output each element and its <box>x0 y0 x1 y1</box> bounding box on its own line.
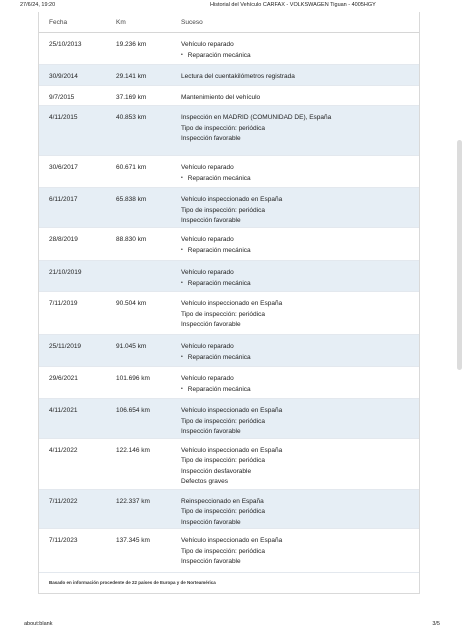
event-line: Vehículo inspeccionado en España <box>181 446 283 454</box>
cell-fecha: 7/11/2019 <box>39 292 106 335</box>
cell-fecha: 7/11/2023 <box>39 529 106 573</box>
table-row <box>39 33 419 65</box>
table-row <box>39 188 419 228</box>
cell-km: 122.337 km <box>106 489 171 529</box>
table-row <box>39 438 419 489</box>
header-km: Km <box>106 12 171 33</box>
event-line: Vehículo inspeccionado en España <box>181 196 283 203</box>
print-title: Historial del Vehículo CARFAX - VOLKSWAGEN Tiguan - 4005HGY <box>210 2 376 8</box>
cell-fecha: 30/6/2017 <box>39 156 106 188</box>
cell-suceso <box>171 335 419 367</box>
table-header-row <box>39 12 419 33</box>
table-row <box>39 292 419 335</box>
cell-km: 65.838 km <box>106 188 171 228</box>
table-row <box>39 367 419 399</box>
cell-km: 19.236 km <box>106 33 171 65</box>
event-line: Lectura del cuentakilómetros registrada <box>181 73 295 80</box>
table-row <box>39 86 419 106</box>
cell-suceso <box>171 188 419 228</box>
event-line: Inspección favorable <box>181 558 241 565</box>
event-line: Vehículo inspeccionado en España <box>181 407 283 414</box>
event-line: Inspección favorable <box>181 428 241 435</box>
cell-suceso <box>171 65 419 86</box>
cell-suceso <box>171 261 419 292</box>
cell-fecha: 28/8/2019 <box>39 228 106 261</box>
cell-km: 40.853 km <box>106 106 171 156</box>
cell-km: 91.045 km <box>106 335 171 367</box>
print-datetime: 27/6/24, 19:20 <box>20 2 56 8</box>
cell-fecha: 4/11/2015 <box>39 106 106 156</box>
print-header <box>20 2 444 12</box>
cell-suceso <box>171 529 419 573</box>
event-line: Reinspeccionado en España <box>181 497 264 505</box>
cell-suceso <box>171 367 419 399</box>
cell-fecha: 21/10/2019 <box>39 261 106 292</box>
table-row <box>39 399 419 439</box>
cell-suceso <box>171 106 419 156</box>
table-row <box>39 106 419 156</box>
event-line: Vehículo reparado <box>181 343 234 350</box>
event-detail-bullet: • Reparación mecánica <box>181 246 419 257</box>
cell-suceso <box>171 399 419 439</box>
event-line: Inspección favorable <box>181 321 241 328</box>
cell-km: 60.671 km <box>106 156 171 188</box>
history-table <box>39 12 419 573</box>
table-row <box>39 228 419 261</box>
table-row <box>39 261 419 292</box>
header-fecha: Fecha <box>39 12 106 33</box>
cell-km: 88.830 km <box>106 228 171 261</box>
event-line: Inspección desfavorable <box>181 467 252 475</box>
cell-fecha: 29/6/2021 <box>39 367 106 399</box>
header-suceso: Suceso <box>171 12 419 33</box>
history-document <box>38 12 420 594</box>
cell-suceso <box>171 156 419 188</box>
cell-suceso <box>171 86 419 106</box>
scrollbar-thumb[interactable] <box>457 140 462 370</box>
cell-km: 122.146 km <box>106 438 171 489</box>
event-line: Inspección favorable <box>181 135 241 142</box>
page-number: 3/5 <box>432 621 440 627</box>
event-line: Vehículo reparado <box>181 375 234 382</box>
cell-suceso <box>171 292 419 335</box>
cell-km: 37.169 km <box>106 86 171 106</box>
cell-suceso <box>171 438 419 489</box>
cell-suceso <box>171 489 419 529</box>
table-row <box>39 65 419 86</box>
event-line: Mantenimiento del vehículo <box>181 94 261 101</box>
table-row <box>39 156 419 188</box>
cell-suceso <box>171 33 419 65</box>
cell-km: 137.345 km <box>106 529 171 573</box>
event-line: Tipo de inspección: periódica <box>181 547 265 555</box>
event-line: Tipo de inspección: periódica <box>181 124 265 132</box>
event-line: Inspección en MADRID (COMUNIDAD DE), España <box>181 114 332 121</box>
cell-km: 90.504 km <box>106 292 171 335</box>
event-line: Inspección favorable <box>181 518 241 526</box>
event-detail-bullet: • Reparación mecánica <box>181 51 419 62</box>
event-line: Defectos graves <box>181 478 228 485</box>
table-row <box>39 335 419 367</box>
cell-km: 101.696 km <box>106 367 171 399</box>
table-row <box>39 489 419 529</box>
cell-fecha: 30/9/2014 <box>39 65 106 86</box>
event-line: Tipo de inspección: periódica <box>181 417 265 425</box>
event-line: Vehículo inspeccionado en España <box>181 300 283 307</box>
event-line: Vehículo reparado <box>181 269 234 276</box>
source-footnote: Basado en información procedente de 22 países de Europa y de Norteamérica <box>49 580 216 585</box>
print-url: about:blank <box>24 621 53 627</box>
cell-fecha: 6/11/2017 <box>39 188 106 228</box>
event-line: Tipo de inspección: periódica <box>181 206 265 214</box>
print-footer <box>24 621 440 631</box>
event-line: Tipo de inspección: periódica <box>181 508 265 515</box>
cell-km <box>106 261 171 292</box>
event-line: Vehículo inspeccionado en España <box>181 537 283 544</box>
event-detail-bullet: • Reparación mecánica <box>181 353 419 364</box>
event-line: Vehículo reparado <box>181 41 234 48</box>
cell-fecha: 4/11/2021 <box>39 399 106 439</box>
event-detail-bullet: • Reparación mecánica <box>181 174 419 185</box>
event-line: Tipo de inspección: periódica <box>181 310 265 318</box>
event-detail-bullet: • Reparación mecánica <box>181 279 419 290</box>
table-row <box>39 529 419 573</box>
event-line: Tipo de inspección: periódica <box>181 457 265 464</box>
event-line: Vehículo reparado <box>181 164 234 171</box>
cell-fecha: 7/11/2022 <box>39 489 106 529</box>
cell-fecha: 25/10/2013 <box>39 33 106 65</box>
event-line: Vehículo reparado <box>181 236 234 243</box>
cell-km: 29.141 km <box>106 65 171 86</box>
event-line: Inspección favorable <box>181 217 241 224</box>
cell-fecha: 9/7/2015 <box>39 86 106 106</box>
cell-suceso <box>171 228 419 261</box>
cell-km: 106.654 km <box>106 399 171 439</box>
event-detail-bullet: • Reparación mecánica <box>181 385 419 396</box>
cell-fecha: 25/11/2019 <box>39 335 106 367</box>
cell-fecha: 4/11/2022 <box>39 438 106 489</box>
